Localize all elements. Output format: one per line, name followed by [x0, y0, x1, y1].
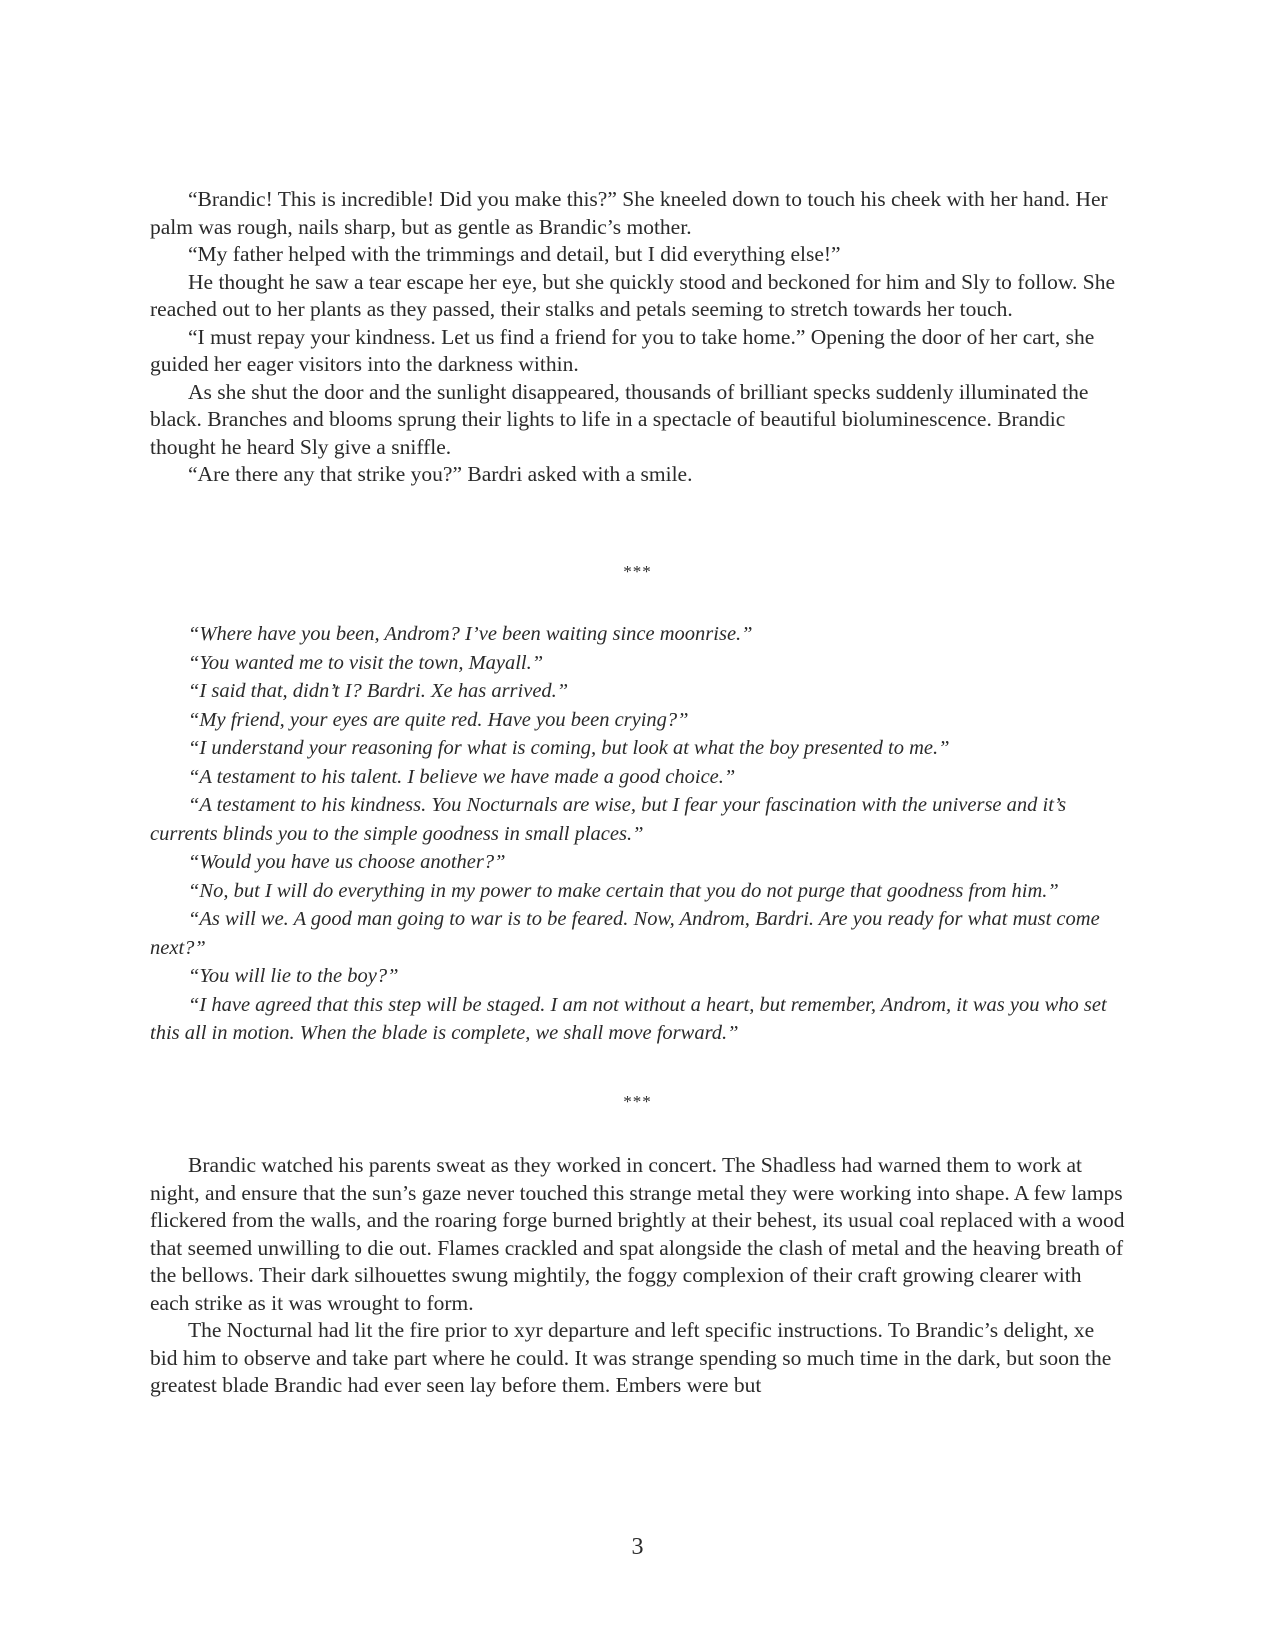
dialogue-line: “I understand your reasoning for what is coming, but look at what the boy presented to me.” [188, 737, 950, 759]
dialogue-line: “Where have you been, Androm? I’ve been waiting since moonrise.” [188, 623, 753, 645]
paragraph: “Are there any that strike you?” Bardri asked with a smile. [188, 462, 693, 486]
italic-dialogue-section [150, 620, 1125, 1048]
dialogue-line: “My friend, your eyes are quite red. Have you been crying?” [188, 708, 689, 731]
narrative-section-2 [150, 1152, 1125, 1400]
dialogue-line: “I said that, didn’t I? Bardri. Xe has arrived.” [188, 680, 569, 702]
dialogue-line: “A testament to his kindness. You Nocturnals are wise, but I fear your fascination with the universe and it’s currents blinds you to the simple goodness in small places.” [150, 794, 1067, 845]
dialogue-line: “As will we. A good man going to war is to be feared. Now, Androm, Bardri. Are you ready for what must come next?” [150, 908, 1100, 959]
dialogue-line: “You will lie to the boy?” [188, 965, 399, 987]
paragraph: “My father helped with the trimmings and detail, but I did everything else!” [188, 242, 841, 266]
dialogue-line: “Would you have us choose another?” [188, 851, 506, 873]
paragraph: As she shut the door and the sunlight disappeared, thousands of brilliant specks suddenly illuminated the black. Branches and blooms sprung their lights to life in a spectacle of beautiful bioluminescence. Brandic thought he heard Sly give a sniffle. [150, 379, 1089, 459]
scene-break: *** [623, 562, 652, 581]
dialogue-line: “I have agreed that this step will be staged. I am not without a heart, but remember, Androm, it was you who set this all in motion. When the blade is complete, we shall move forward.” [150, 993, 1107, 1044]
dialogue-line: “No, but I will do everything in my power to make certain that you do not purge that goodness from him.” [188, 879, 1059, 902]
paragraph: The Nocturnal had lit the fire prior to xyr departure and left specific instructions. To Brandic’s delight, xe bid him to observe and take part where he could. It was strange spending so much time in the dark, but soon the greatest blade Brandic had ever seen lay before them. Embers were but [150, 1318, 1112, 1397]
dialogue-line: “You wanted me to visit the town, Mayall.” [188, 651, 544, 674]
scene-break: *** [623, 1092, 652, 1111]
paragraph: He thought he saw a tear escape her eye, but she quickly stood and beckoned for him and Sly to follow. She reached out to her plants as they passed, their stalks and petals seeming to stretch towards her touch. [150, 269, 1116, 321]
paragraph: “Brandic! This is incredible! Did you make this?” She kneeled down to touch his cheek with her hand. Her palm was rough, nails sharp, but as gentle as Brandic’s mother. [150, 187, 1108, 239]
narrative-section-1 [150, 186, 1125, 489]
paragraph: Brandic watched his parents sweat as they worked in concert. The Shadless had warned them to work at night, and ensure that the sun’s gaze never touched this strange metal they were working into shape. A few lamps flickered from the walls, and the roaring forge burned brightly at their behest, its usual coal replaced with a wood that seemed unwilling to die out. Flames crackled and spat alongside the clash of metal and the heaving breath of the bellows. Their dark silhouettes swung mightily, the foggy complexion of their craft growing clearer with each strike as it was wrought to form. [150, 1153, 1125, 1315]
dialogue-line: “A testament to his talent. I believe we have made a good choice.” [188, 765, 736, 788]
page-number: 3 [631, 1534, 644, 1560]
paragraph: “I must repay your kindness. Let us find a friend for you to take home.” Opening the door of her cart, she guided her eager visitors into the darkness within. [150, 324, 1095, 376]
